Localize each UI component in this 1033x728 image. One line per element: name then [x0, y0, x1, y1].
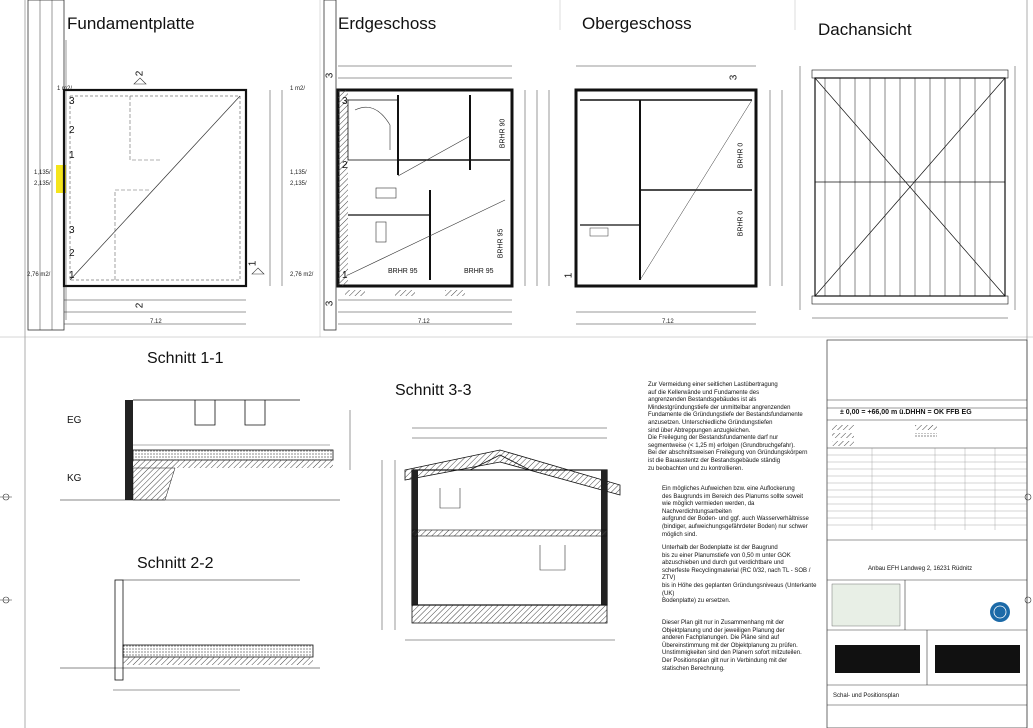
- section-mark: 1: [563, 272, 575, 279]
- note-subgrade: Ein mögliches Aufweichen bzw. eine Auflockerung des Baugrunds im Bereich des Planums sollte soweit wie möglich vermieden werden, da Nachverdichtungsarbeiten aufgrund der Boden- und ggf. auch Wasserverhältnisse (bindiger, aufweichungsgefährdeter Boden) nur schwer möglich sind.: [662, 486, 809, 538]
- eg-area-bottom: 2,76 m2/: [290, 272, 314, 278]
- note-foundation: Zur Vermeidung einer seitlichen Lastübertragung auf die Kellerwände und Fundamente des angrenzenden Bestandsgebäudes ist als Mindestgründungstiefe der unmittelbar angrenzenden Fundamente die Gründungstiefe der Bestandsfundamente anzusetzen. Unterschiedliche Gründungstiefen sind über Abtreppungen anzugleichen. Die Freilegung der Bestandsfundamente darf nur segmentweise (< 1,25 m) erfolgen (Grundbruchgefahr). Bei der abschnittsweisen Freilegung von Gründungskörpern ist die Bauaustentz der Bestandsgebäude ständig zu beobachten und zu kontrollieren.: [648, 382, 808, 472]
- schnitt-2-2: [60, 580, 320, 690]
- redacted-stamp: [935, 645, 1020, 673]
- schnitt-1-1-title: Schnitt 1-1: [147, 350, 224, 367]
- level-kg-label: KG: [67, 473, 82, 484]
- fundament-area-bottom: 2,76 m2/: [27, 272, 51, 278]
- obergeschoss-title: Obergeschoss: [582, 14, 692, 33]
- erdgeschoss-plan: [324, 0, 549, 330]
- schnitt-3-3-title: Schnitt 3-3: [395, 382, 472, 399]
- section-mark: 3: [728, 74, 740, 81]
- eg-axis-2: 2: [342, 160, 348, 171]
- eg-axis-3: 3: [342, 96, 348, 107]
- schnitt-1-1: [60, 400, 350, 500]
- section-mark: 2: [134, 70, 146, 77]
- eg-area-mid1: 1,135/: [290, 170, 307, 176]
- erdgeschoss-title: Erdgeschoss: [338, 14, 437, 33]
- brhr-label: BRHR 0: [737, 142, 745, 169]
- fundament-plan: [28, 0, 282, 330]
- fundament-axis-1a: 1: [69, 150, 75, 161]
- eg-area-top: 1 m2/: [290, 86, 306, 92]
- fundament-title: Fundamentplatte: [67, 14, 195, 33]
- section-mark: 3: [324, 300, 336, 307]
- brhr-label: BRHR 95: [497, 228, 505, 259]
- obergeschoss-plan: [576, 66, 782, 324]
- fundament-axis-1b: 1: [69, 270, 75, 281]
- dim-label: 7.12: [662, 319, 674, 325]
- elevation-reference: ± 0,00 = +66,00 m ü.DHHN = OK FFB EG: [840, 409, 972, 416]
- section-mark: 1: [247, 260, 259, 267]
- dim-label: 7.12: [150, 319, 162, 325]
- redacted-stamp: [835, 645, 920, 673]
- fundament-axis-2b: 2: [69, 248, 75, 259]
- brhr-label: BRHR 95: [464, 268, 494, 275]
- plan-name: Schal- und Positionsplan: [833, 693, 900, 699]
- note-recycling: Unterhalb der Bodenplatte ist der Baugrund bis zu einer Planumstiefe von 0,50 m unter GOK abzuschieben und durch gut verdichtbare und scherfeste Recyclingmaterial (RC 0/32, nach TL - SOB / ZTV) bis in Höhe des geplanten Gründungsniveaus (Unterkante (UK) Bodenplatte) zu ersetzen.: [662, 545, 817, 605]
- dim-label: 7.12: [418, 319, 430, 325]
- note-validity: Dieser Plan gilt nur in Zusammenhang mit der Objektplanung und der jeweiligen Planung der anderen Fachplanungen. Die Pläne sind auf Übereinstimmung mit der Objektplanung zu prüfen. Unstimmigkeiten sind den Planern sofort mitzuteilen. Der Positionsplan gilt nur in Verbindung mit der statischen Berechnung.: [662, 620, 802, 672]
- section-mark: 2: [134, 302, 146, 309]
- fundament-area-mid1: 1,135/: [34, 170, 51, 176]
- fundament-area-mid2: 2,135/: [34, 181, 51, 187]
- brhr-label: BRHR 90: [499, 118, 507, 149]
- fundament-axis-3a: 3: [69, 96, 75, 107]
- eg-axis-1: 1: [342, 270, 348, 281]
- eg-area-mid2: 2,135/: [290, 181, 307, 187]
- fundament-axis-2a: 2: [69, 125, 75, 136]
- dachansicht-plan: [800, 66, 1015, 318]
- brhr-label: BRHR 0: [737, 210, 745, 237]
- fundament-area-top: 1 m2/: [57, 86, 73, 92]
- schnitt-3-3: [382, 428, 620, 640]
- fundament-axis-3b: 3: [69, 225, 75, 236]
- schnitt-2-2-title: Schnitt 2-2: [137, 555, 214, 572]
- level-eg-label: EG: [67, 415, 82, 426]
- section-mark: 3: [324, 72, 336, 79]
- project-address: Anbau EFH Landweg 2, 16231 Rüdnitz: [868, 566, 973, 572]
- dachansicht-title: Dachansicht: [818, 20, 912, 39]
- brhr-label: BRHR 95: [388, 268, 418, 275]
